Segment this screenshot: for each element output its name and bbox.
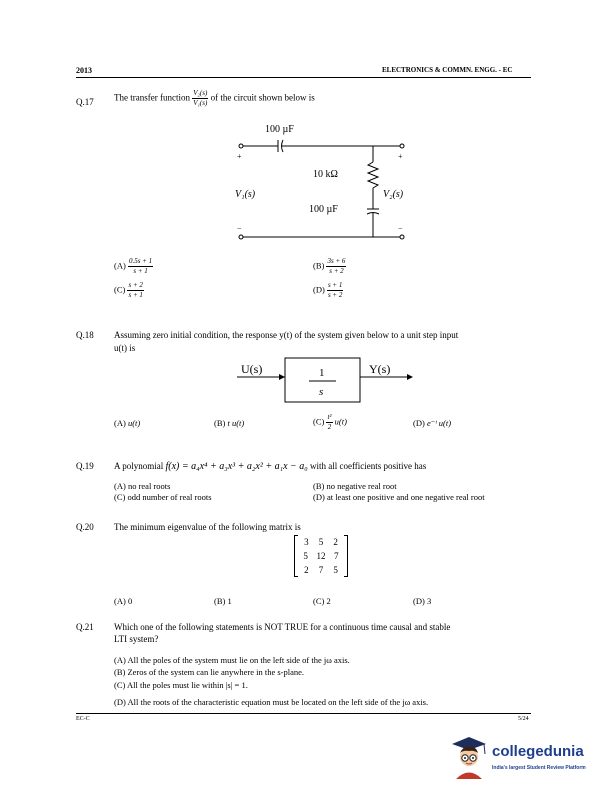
matrix-row: [295, 535, 347, 549]
block-input-label: U(s): [241, 362, 263, 376]
option-text: 0: [127, 596, 133, 606]
q18-number: Q.18: [76, 330, 94, 340]
q17-option-a[interactable]: [114, 258, 153, 275]
header-paper-title: ELECTRONICS & COMMN. ENGG. - EC: [382, 66, 513, 74]
frac-num: t²: [327, 413, 332, 421]
option-text: All the roots of the characteristic equation must be located on the left side of the jω axis.: [127, 697, 429, 707]
option-label: (B): [114, 667, 126, 677]
label-in-minus: −: [237, 224, 242, 233]
matrix-cell: 12: [316, 551, 326, 561]
option-text: t u(t): [227, 418, 245, 428]
q18-block-diagram: [235, 355, 415, 407]
option-label: (D): [413, 596, 425, 606]
footer-code: EC-C: [76, 716, 90, 722]
option-label: (D): [114, 697, 126, 707]
q19-option-d[interactable]: [313, 492, 485, 502]
option-text: e⁻ᵗ u(t): [426, 418, 452, 428]
q17-option-b[interactable]: [313, 258, 346, 275]
option-label: (C): [313, 416, 325, 427]
option-text: All the poles of the system must lie on the left side of the jω axis.: [127, 655, 350, 665]
frac-num: 0.5s + 1: [128, 257, 153, 265]
matrix-row: [295, 563, 347, 577]
terminal-out-plus: [400, 144, 404, 148]
q17-tf-den: V₁(s): [193, 99, 208, 107]
option-text: 1: [227, 596, 232, 606]
matrix-cell: 5: [303, 551, 308, 561]
label-vin: V₁(s): [235, 189, 256, 200]
q19-text: [114, 461, 426, 472]
q17-option-c[interactable]: [114, 282, 144, 299]
option-text: no real roots: [127, 481, 171, 491]
input-arrowhead: [279, 374, 285, 380]
q18-text-line2: u(t) is: [114, 343, 136, 353]
q21-option-c[interactable]: [114, 680, 248, 690]
q20-option-a[interactable]: [114, 596, 132, 606]
q19-number: Q.19: [76, 461, 94, 471]
label-r: 10 kΩ: [313, 169, 338, 180]
header-rule: [76, 77, 531, 78]
matrix-cell: 7: [318, 565, 324, 575]
option-fraction: [128, 258, 153, 275]
label-c1: 100 µF: [265, 124, 294, 135]
block-den: s: [319, 386, 324, 398]
frac-num: s + 2: [128, 281, 143, 289]
matrix-cell: 3: [304, 537, 309, 547]
footer-rule: [76, 713, 531, 714]
option-label: (A): [114, 596, 126, 606]
option-label: (C): [114, 284, 126, 295]
option-label: (A): [114, 481, 126, 491]
label-in-plus: +: [237, 152, 242, 161]
q21-number: Q.21: [76, 622, 94, 632]
option-text: All the poles must lie within |s| = 1.: [127, 680, 248, 690]
logo-tagline: India's largest Student Review Platform: [492, 765, 586, 771]
q18-option-a[interactable]: [114, 418, 140, 428]
option-label: (B): [214, 418, 226, 428]
terminal-in-minus: [239, 235, 243, 239]
logo-name: collegedunia: [492, 743, 584, 760]
frac-den: s + 2: [329, 267, 344, 275]
resistor-zigzag: [368, 162, 378, 188]
q17-option-d[interactable]: [313, 282, 343, 299]
matrix-cell: 5: [333, 565, 338, 575]
frac-den: s + 1: [133, 267, 148, 275]
option-text: u(t): [127, 418, 141, 428]
option-label: (D): [313, 492, 325, 502]
frac-den: 2: [327, 423, 332, 431]
q19-formula: f(x) = a₄x⁴ + a₃x³ + a₂x² + a₁x − a₀: [165, 461, 308, 472]
q21-option-a[interactable]: [114, 655, 350, 665]
q21-option-b[interactable]: [114, 667, 304, 677]
option-label: (C): [313, 596, 325, 606]
option-label: (C): [114, 680, 126, 690]
q17-text: [114, 90, 315, 107]
option-text: at least one positive and one negative real root: [326, 492, 485, 502]
q18-option-d[interactable]: [413, 418, 451, 429]
q18-option-b[interactable]: [214, 418, 244, 428]
frac-num: s + 1: [327, 281, 343, 289]
option-fraction: [327, 282, 343, 299]
q17-text-before: The transfer function: [114, 92, 190, 103]
block-output-label: Y(s): [369, 362, 391, 376]
frac-den: s + 1: [128, 291, 143, 299]
q17-tf-num: V₂(s): [193, 89, 208, 97]
option-fraction: [127, 282, 143, 299]
option-label: (C): [114, 492, 126, 502]
option-label: (A): [114, 418, 126, 428]
q17-number: Q.17: [76, 97, 94, 107]
q21-text-line2: LTI system?: [114, 634, 159, 644]
option-text: Zeros of the system can lie anywhere in the s-plane.: [127, 667, 305, 677]
q20-text: The minimum eigenvalue of the following matrix is: [114, 522, 301, 532]
frac-num: 3s + 6: [327, 257, 346, 265]
q20-option-d[interactable]: [413, 596, 431, 606]
q20-number: Q.20: [76, 522, 94, 532]
q17-text-after: of the circuit shown below is: [210, 92, 315, 103]
q20-matrix: [294, 535, 348, 577]
option-fraction: [326, 258, 346, 275]
terminal-in-plus: [239, 144, 243, 148]
terminal-out-minus: [400, 235, 404, 239]
label-c2: 100 µF: [309, 204, 338, 215]
q20-option-b[interactable]: [214, 596, 232, 606]
option-fraction: [326, 414, 332, 431]
option-label: (A): [114, 260, 126, 271]
option-text: u(t): [334, 416, 347, 427]
q19-text-before: A polynomial: [114, 461, 164, 471]
matrix-row: [295, 549, 347, 563]
option-label: (D): [313, 284, 325, 295]
option-text: 2: [326, 596, 331, 606]
q19-option-a[interactable]: [114, 481, 170, 491]
option-text: odd number of real roots: [127, 492, 212, 502]
output-arrowhead: [407, 374, 413, 380]
q20-option-c[interactable]: [313, 596, 331, 606]
graduate-mascot-icon: [448, 735, 490, 781]
matrix-cell: 5: [318, 537, 324, 547]
q19-option-b[interactable]: [313, 481, 397, 491]
matrix-cell: 2: [304, 565, 309, 575]
q18-text-line1: Assuming zero initial condition, the response y(t) of the system given below to a unit step input: [114, 330, 459, 340]
label-vout: V₂(s): [383, 189, 404, 200]
q18-option-c[interactable]: [313, 414, 347, 431]
q17-transfer-fraction: [192, 90, 208, 107]
option-label: (D): [413, 418, 425, 428]
matrix-cell: 7: [334, 551, 339, 561]
matrix-cell: 2: [333, 537, 338, 547]
block-num: 1: [319, 367, 325, 379]
option-label: (B): [313, 481, 325, 491]
option-label: (B): [313, 260, 325, 271]
q21-option-d[interactable]: [114, 697, 428, 707]
option-label: (A): [114, 655, 126, 665]
footer-page: 5/24: [518, 716, 529, 722]
header-year: 2013: [76, 66, 92, 75]
q17-circuit-diagram: [225, 120, 415, 250]
q19-text-after: with all coefficients positive has: [309, 461, 427, 471]
option-text: 3: [426, 596, 432, 606]
label-out-plus: +: [398, 152, 403, 161]
label-out-minus: −: [398, 224, 403, 233]
frac-den: s + 2: [327, 291, 343, 299]
option-label: (B): [214, 596, 226, 606]
q21-text-line1: Which one of the following statements is NOT TRUE for a continuous time causal and stable: [114, 622, 451, 632]
q19-option-c[interactable]: [114, 492, 212, 502]
option-text: no negative real root: [326, 481, 397, 491]
